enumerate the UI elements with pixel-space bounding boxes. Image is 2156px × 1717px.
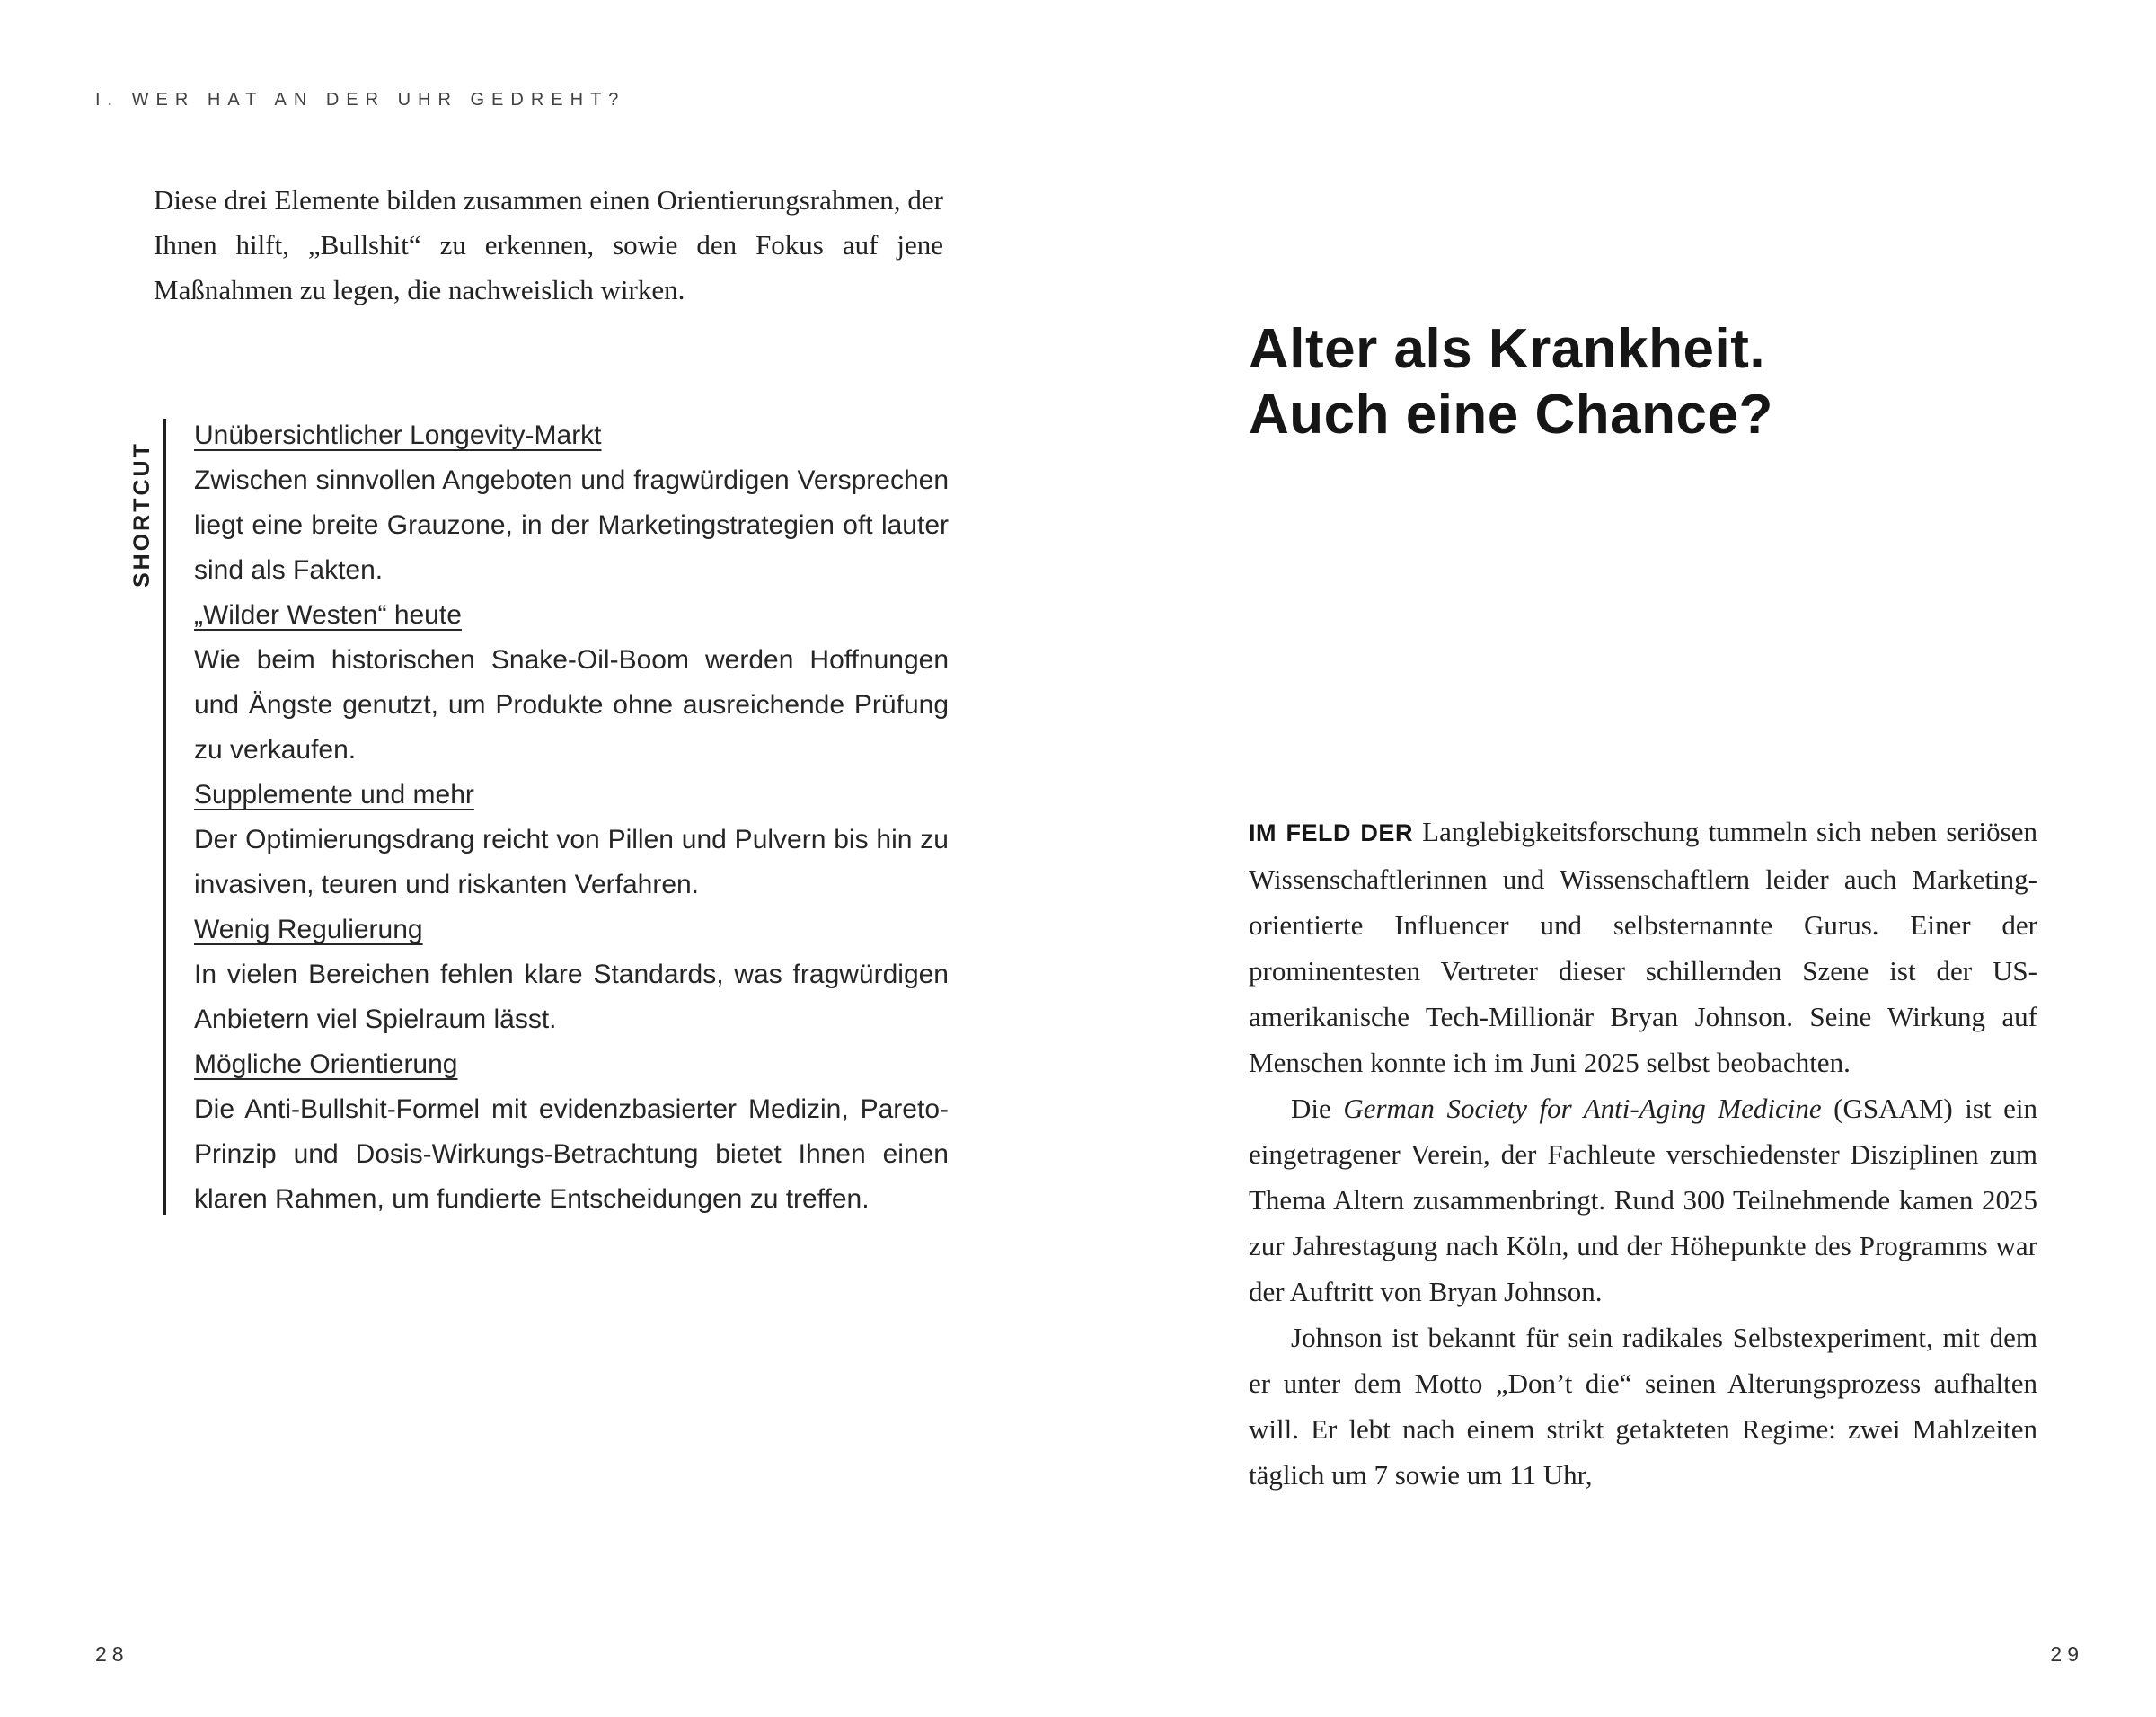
chapter-title-line2: Auch eine Chance? bbox=[1249, 384, 1773, 446]
chapter-title-line1: Alter als Krankheit. bbox=[1249, 318, 1766, 380]
shortcut-item bbox=[194, 773, 949, 907]
shortcut-item-heading bbox=[194, 593, 949, 638]
paragraph-2-post: (GSAAM) ist ein eingetragener Verein, der Fachleute verschiedenster Disziplinen zum Thema Altern zusammenbringt. Rund 300 Teilnehmende kamen 2025 zur Jahrestagung nach Köln, und der Höhepunkte des Programms war der Auftritt von Bryan Johnson. bbox=[1249, 1093, 2037, 1307]
shortcut-rule bbox=[163, 419, 166, 1215]
page-number-right: 29 bbox=[2050, 1642, 2084, 1666]
body-paragraph-2 bbox=[1249, 1085, 2037, 1314]
shortcut-item bbox=[194, 593, 949, 773]
paragraph-lead-in: IM FELD DER bbox=[1249, 819, 1413, 846]
shortcut-item-heading bbox=[194, 907, 949, 952]
shortcut-item bbox=[194, 907, 949, 1042]
shortcut-item-text: Der Optimierungsdrang reicht von Pillen und Pulvern bis hin zu invasiven, teuren und riskanten Verfahren. bbox=[194, 825, 949, 899]
shortcut-item-heading bbox=[194, 1042, 949, 1087]
shortcut-item-text: Wie beim historischen Snake-Oil-Boom werden Hoffnungen und Ängste genutzt, um Produkte ohne ausreichende Prüfung zu verkaufen. bbox=[194, 645, 949, 765]
shortcut-label: SHORTCUT bbox=[129, 441, 155, 588]
paragraph-2-pre: Die bbox=[1291, 1093, 1344, 1124]
shortcut-item bbox=[194, 413, 949, 593]
shortcut-item-heading bbox=[194, 773, 949, 818]
intro-paragraph: Diese drei Elemente bilden zusammen einen Orientierungsrahmen, der Ihnen hilft, „Bullshit“ zu erkennen, sowie den Fokus auf jene Maßnahmen zu legen, die nachweislich wirken. bbox=[154, 184, 943, 305]
chapter-title bbox=[1249, 316, 1773, 447]
shortcut-item bbox=[194, 1042, 949, 1222]
paragraph-1-text: Langlebigkeitsforschung tummeln sich neben seriösen Wissenschaftlerinnen und Wissenschaftlern leider auch Marketing-orientierte Influencer und selbsternannte Gurus. Einer der prominentesten Vertreter dieser schillernden Szene ist der US-amerikanische Tech-Millionär Bryan Johnson. Seine Wirkung auf Menschen konnte ich im Juni 2025 selbst beobachten. bbox=[1249, 816, 2037, 1078]
paragraph-2-italic: German Society for Anti-Aging Medicine bbox=[1343, 1093, 1822, 1124]
shortcut-item-heading bbox=[194, 413, 949, 458]
page-number-left: 28 bbox=[95, 1642, 129, 1666]
shortcut-item-heading-text: Mögliche Orientierung bbox=[194, 1049, 458, 1079]
shortcut-item-heading-text: Supplemente und mehr bbox=[194, 780, 474, 810]
shortcut-item-text: In vielen Bereichen fehlen klare Standards, was fragwürdigen Anbietern viel Spielraum lässt. bbox=[194, 960, 949, 1034]
body-paragraph-1 bbox=[1249, 809, 2037, 1085]
shortcut-content bbox=[194, 413, 949, 1222]
body-paragraph-3: Johnson ist bekannt für sein radikales Selbstexperiment, mit dem er unter dem Motto „Don’t die“ seinen Alterungsprozess aufhalten will. Er lebt nach einem strikt getakteten Regime: zwei Mahlzeiten täglich um 7 sowie um 11 Uhr, bbox=[1249, 1322, 2037, 1491]
running-header: I. WER HAT AN DER UHR GEDREHT? bbox=[95, 90, 626, 110]
shortcut-box bbox=[126, 413, 949, 1222]
shortcut-item-heading-text: Wenig Regulierung bbox=[194, 915, 423, 944]
chapter-body bbox=[1249, 809, 2037, 1498]
shortcut-item-heading-text: Unübersichtlicher Longevity-Markt bbox=[194, 420, 602, 450]
shortcut-item-heading-text: „Wilder Westen“ heute bbox=[194, 600, 462, 630]
shortcut-item-text: Zwischen sinnvollen Angeboten und fragwürdigen Versprechen liegt eine breite Grauzone, in der Marketingstrategien oft lauter sind als Fakten. bbox=[194, 465, 949, 585]
shortcut-item-text: Die Anti-Bullshit-Formel mit evidenzbasierter Medizin, Pareto-Prinzip und Dosis-Wirkungs-Betrachtung bietet Ihnen einen klaren Rahmen, um fundierte Entscheidungen zu treffen. bbox=[194, 1094, 949, 1214]
